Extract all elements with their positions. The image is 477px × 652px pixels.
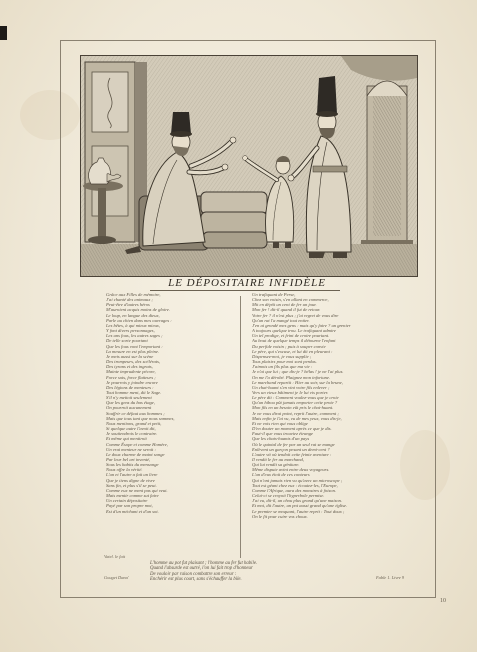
poem-line: Du perfide voisin ; puis à souper convie [252,343,326,349]
poem-line: Un tel prodige, et feint de croire pourtant. [252,333,330,339]
poem-line: Un trafiquant de Perse, [252,292,296,297]
poem-line: D'en douter un moment après ce que je dis. [252,426,332,432]
poem-line: Il rendit le fer au marchand, [252,457,304,462]
poem-line: Que les gens du bas étage, [106,400,155,406]
poem-line: Tout homme ment, dit le Sage. [106,389,162,395]
poem-line: Un chat-huant s'en vint votre fils enlever ; [252,384,330,390]
poem-line: Nous mentions, grand et petit, [106,420,162,426]
poem-line: A toujours quelque trou. Le trafiquant admire [252,328,336,334]
title-rule [150,290,340,291]
poem-line: M'auroient acquis moins de gloire. [106,307,171,313]
poem-line: Des tyrans et des ingrats, [106,364,153,370]
engraving-illustration [80,55,418,277]
poem-line: Sans fin, et plus s'il se peut. [106,482,157,488]
poem-line: Que les fous vont l'emportant : [106,343,163,349]
fable-reference: Fable 1. Livre 9 [376,575,405,580]
poem-line: S'il n'y mettoit seulement [106,395,152,401]
painter-credit: Vatel. le fait [104,554,126,559]
poem-line: Grâce aux Filles de mémoire, [106,292,161,297]
poem-line: Et moi, dit l'autre, un pot aussi grand qu'une église. [252,503,348,509]
poem-line: Mon fer ! dit-il quand il fut de retour. [252,307,321,313]
poem-line: Souffrir ce défaut aux hommes ; [106,410,165,416]
poem-line: Même dispute avint entre deux voyageurs. [252,467,330,473]
poem-line: Mon fils en un besoin eût pris le chat-huant. [252,405,334,411]
poem-line: Que les chats-huants d'un pays [252,436,310,442]
poem-line: Des trompeurs, des scélérats, [106,359,161,365]
poem-line: L'autre vit où tendoit cette feinte aventure : [252,451,332,457]
poem-line: On pourroit aucunement [106,405,152,411]
poem-line: Celui-ci se croyoit l'hyperbole permise. [252,493,325,499]
poem-line: Faut-il que vous trouviez étrange [252,431,314,437]
poem-line: Le loup, en langue des dieux, [106,312,160,318]
engraver-credit: Gouget Dana' [104,575,129,580]
poem-line: J'aimois un fils plus que ma vie : [252,364,313,370]
poem-line: Je n'ai que lui ; que dis-je ? hélas ! je ne l'ai plus. [252,369,344,375]
poem-line: Je mets aussi sur la scène [106,353,154,359]
poem-line: Qu'un rat l'a mangé tout entier. [252,317,310,323]
poem-line: Et ne vois rien qui vous oblige [252,420,308,426]
poem-line: Je pourrois y joindre encore [106,379,158,385]
poem-line: Un vrai menteur ne seroit : [106,446,156,452]
poem-line: Et même qui mentiroit [106,436,147,442]
poem-line: Est d'un méchant et d'un sot. [106,508,159,514]
poem-line: Mais que tous tant que nous sommes, [106,415,175,421]
fable-title: LE DÉPOSITAIRE INFIDÈLE [168,277,326,289]
moral-line: Quand l'absurde est outré, l'on lui fait trop d'honneur [150,566,253,572]
poem-line: Enlèvent un garçon pesant un demi-cent ? [252,446,330,452]
poem-right-column [252,292,402,519]
poem-line: Tous plaisirs pour moi sont perdus. [252,359,317,365]
poem-left-column [106,292,230,514]
poem-line: Que je tiens digne de vivre [106,477,155,483]
poem-line: Mais mentir comme sut faire [106,493,159,499]
moral-line: De vouloir par raison combattre son erreur : [150,571,237,577]
poem-line: Au bout de quelque temps il détourne l'enfant [252,338,336,344]
poem-line: Je soutiendrois le contraire. [106,431,158,437]
poem-line: J'ai chanté des animaux ; [106,297,153,303]
poem-line: Je ne vous dirai point, reprit l'autre, comment ; [252,410,339,416]
moral-line: Enchérir est plus court, sans s'échauffer la bile. [150,576,242,582]
poem-line: L'un d'eux étoit de ces conteurs [252,472,310,478]
poem-line: On le fit pour cuire vos choux. [252,513,308,519]
poem-line: Le marchand repartit : Hier au soir, sur la brune, [252,379,343,385]
poem-line: Mais enfin je l'ai vu, vu de mes yeux, vous dis-je, [252,415,342,421]
poem-line: Qui n'ont jamais rien vu qu'avec un microscope ; [252,477,343,483]
poem-line: Comme Ésope et comme Homère, [106,441,168,447]
poem-line: Nous offre la vérité. [106,467,143,473]
column-divider [240,296,241,558]
poem-line: Un certain dépositaire [106,498,148,504]
poem-line: Des légions de menteurs : [106,384,154,390]
archway-column [361,81,413,246]
poem-line: Qu'un hibou pût jamais emporter cette proie ? [252,400,338,406]
poem-line: L'un et l'autre a fait un livre [106,472,158,478]
poem-line: Sous les habits du mensonge [106,462,159,468]
poem-line: Si quelque autre l'avoit dit, [106,426,156,432]
poem-line: Votre fer ? il n'est plus ; j'ai regret de vous dire [252,312,339,318]
poem-line: Payé par son propre mot, [106,503,153,509]
poem-line: De telle sorte pourtant [106,338,148,344]
poem-line: Le premier se moquant, l'autre reprit : Tout doux ; [252,508,345,514]
poem-line: Où le quintal de fer par un seul rat se mange [252,441,335,447]
poem-line: Y font divers personnages, [106,328,155,334]
poem-line: Comme eux ne ment pas qui veut. [106,487,168,493]
moral-line: L'homme au pot fut plaisant ; l'homme au fer fut habile. [150,561,258,566]
poem-line: Peut-être d'autres héros [106,302,150,308]
poem-line: Qui lui rendit sa géniture. [252,462,300,468]
poem-line: Le doux charme de maint songe [106,451,165,457]
poem-line: Le père, qui s'excuse, et lui dit en pleurant : [252,348,333,354]
page-number: 10 [440,598,446,604]
poem-line: Mit en dépôt un cent de fer un jour. [252,302,317,308]
door-panel [85,62,147,242]
poem-line: La mesure en est plus pleine. [106,348,160,354]
poem-line: Par leur bel art inventé, [106,457,151,462]
poem-line: Force sots, force flatteurs ; [106,374,156,380]
engraving-scene [81,56,417,276]
poem-line: Vers un vieux bâtiment je le lui vis porter. [252,389,329,395]
corner-mark [0,26,7,40]
poem-line: Mainte imprudente pécore, [106,369,156,375]
poem-line: Tout est géant chez eux : écoutez-les, l'Europe, [252,482,338,488]
poem-line: Les uns fous, les autres sages ; [106,333,163,339]
poem-line: Dispensez-moi, je vous supplie ; [252,353,312,359]
poem-line: J'en ai grondé mes gens : mais qu'y faire ? un grenier [252,322,351,328]
fable-moral [150,561,410,582]
poem-line: J'ai vu, dit-il, un chou plus grand qu'une maison. [252,498,343,504]
poem-line: Le père dit : Comment voulez-vous que je croie [252,395,339,401]
poem-line: On me l'a dérobé. Plaignez mon infortune. [252,374,331,380]
poem-line: Comme l'Afrique, aura des monstres à foison. [252,487,337,493]
poem-line: Parle au chien dans mes ouvrages : [106,317,172,323]
poem-line: Les bêtes, à qui mieux mieux, [106,322,160,328]
poem-line: Chez son voisin, s'en allant en commerce, [252,297,329,303]
